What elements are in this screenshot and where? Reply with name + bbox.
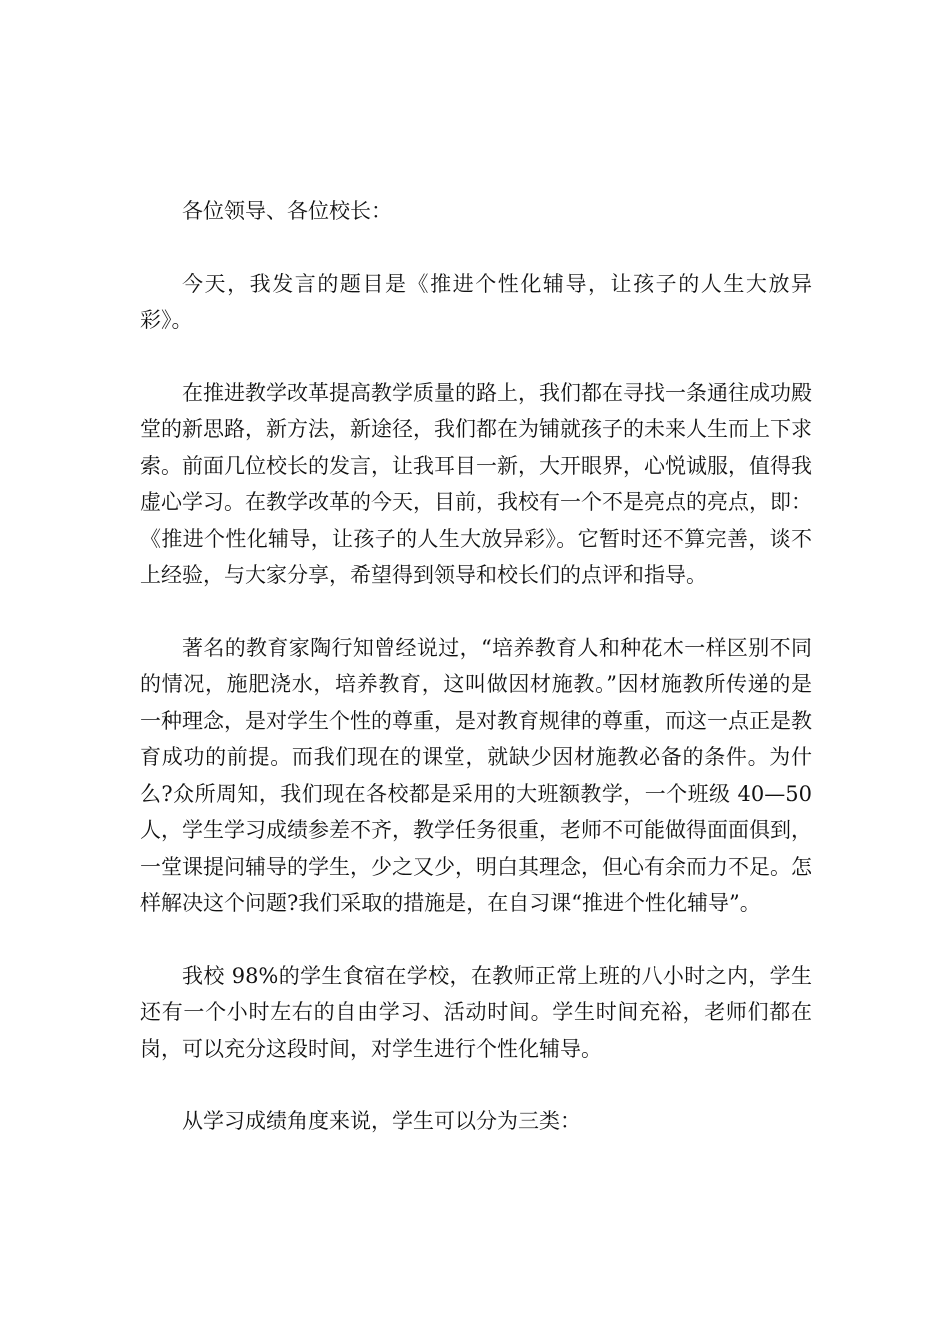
paragraph-topic: 今天，我发言的题目是《推进个性化辅导，让孩子的人生大放异彩》。 <box>140 271 812 332</box>
paragraph-reform: 在推进教学改革提高教学质量的路上，我们都在寻找一条通往成功殿堂的新思路，新方法，新途径，我们都在为铺就孩子的未来人生而上下求索。前面几位校长的发言，让我耳目一新，大开眼界，心悦诚服，值得我虚心学习。在教学改革的今天，目前，我校有一个不是亮点的亮点，即：《推进个性化辅导，让孩子的人生大放异彩》。它暂时还不算完善，谈不上经验，与大家分享，希望得到领导和校长们的点评和指导。 <box>140 380 812 587</box>
document-body <box>140 193 812 1140</box>
paragraph-tao-xingzhi: 著名的教育家陶行知曾经说过，“培养教育人和种花木一样区别不同的情况，施肥浇水，培养教育，这叫做因材施教。”因材施教所传递的是一种理念，是对学生个性的尊重，是对教育规律的尊重，而这一点正是教育成功的前提。而我们现在的课堂，就缺少因材施教必备的条件。为什么?众所周知，我们现在各校都是采用的大班额教学，一个班级 40—50 人，学生学习成绩参差不齐，教学任务很重，老师不可能做得面面俱到，一堂课提问辅导的学生，少之又少，明白其理念，但心有余而力不足。怎样解决这个问题?我们采取的措施是，在自习课“推进个性化辅导”。 <box>140 635 812 915</box>
paragraph-boarding: 我校 98%的学生食宿在学校，在教师正常上班的八小时之内，学生还有一个小时左右的自由学习、活动时间。学生时间充裕，老师们都在岗，可以充分这段时间，对学生进行个性化辅导。 <box>140 963 812 1061</box>
paragraph-three-types: 从学习成绩角度来说，学生可以分为三类： <box>182 1109 581 1133</box>
salutation: 各位领导、各位校长： <box>182 199 392 223</box>
